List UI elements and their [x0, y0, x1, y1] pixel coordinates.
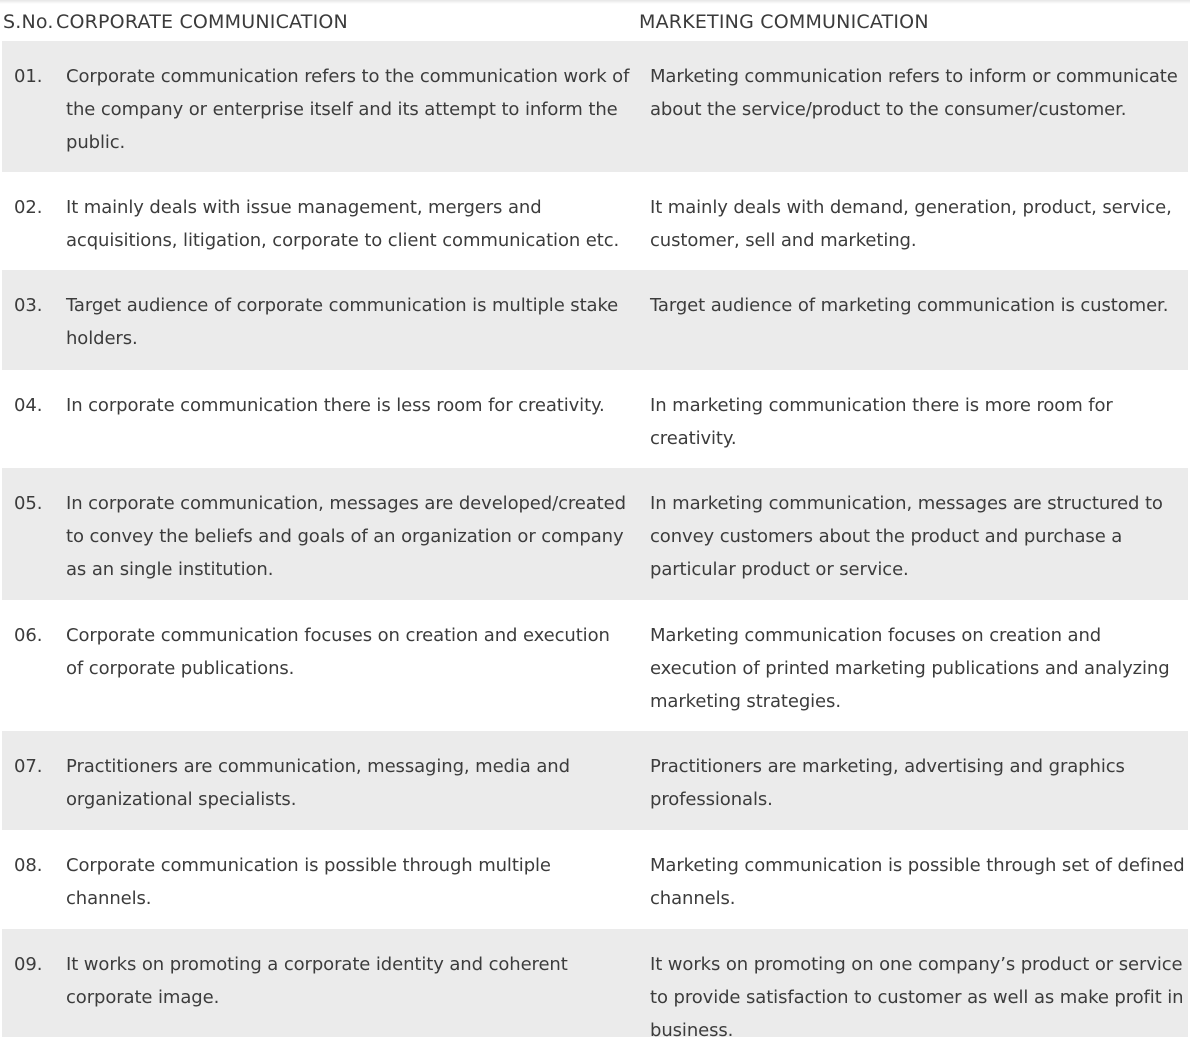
- table-row: [2, 270, 1188, 370]
- header-sno: S.No.: [3, 11, 54, 33]
- marketing-cell: Marketing communication focuses on creation and execution of printed marketing publications and analyzing marketing strategies.: [650, 625, 1170, 712]
- marketing-cell: In marketing communication there is more room for creativity.: [650, 395, 1113, 449]
- row-number: 08.: [14, 855, 43, 876]
- row-number: 07.: [14, 756, 43, 777]
- table-row: [2, 468, 1188, 600]
- row-number: 04.: [14, 395, 43, 416]
- corporate-cell: It mainly deals with issue management, mergers and acquisitions, litigation, corporate to client communication etc.: [66, 197, 620, 251]
- corporate-cell: It works on promoting a corporate identity and coherent corporate image.: [66, 954, 568, 1008]
- table-header: [0, 0, 1190, 41]
- corporate-cell: Target audience of corporate communication is multiple stake holders.: [66, 295, 619, 349]
- row-number: 01.: [14, 66, 43, 87]
- row-number: 09.: [14, 954, 43, 975]
- marketing-cell: It works on promoting on one company’s product or service to provide satisfaction to customer as well as make profit in business.: [650, 954, 1184, 1041]
- marketing-cell: Marketing communication is possible through set of defined channels.: [650, 855, 1185, 909]
- corporate-cell: In corporate communication there is less room for creativity.: [66, 395, 605, 416]
- corporate-cell: Corporate communication is possible through multiple channels.: [66, 855, 551, 909]
- marketing-cell: Marketing communication refers to inform or communicate about the service/product to the consumer/customer.: [650, 66, 1178, 120]
- comparison-table: [2, 41, 1188, 1041]
- corporate-cell: Practitioners are communication, messaging, media and organizational specialists.: [66, 756, 570, 810]
- table-row: [2, 41, 1188, 172]
- corporate-cell: Corporate communication refers to the communication work of the company or enterprise itself and its attempt to inform the public.: [66, 66, 630, 153]
- corporate-cell: Corporate communication focuses on creation and execution of corporate publications.: [66, 625, 610, 679]
- table-row: [2, 830, 1188, 929]
- row-number: 05.: [14, 493, 43, 514]
- table-row: [2, 370, 1188, 468]
- marketing-cell: In marketing communication, messages are structured to convey customers about the product and purchase a particular product or service.: [650, 493, 1163, 580]
- corporate-cell: In corporate communication, messages are developed/created to convey the beliefs and goals of an organization or company as an single institution.: [66, 493, 626, 580]
- row-number: 02.: [14, 197, 43, 218]
- table-row: [2, 600, 1188, 731]
- row-number: 06.: [14, 625, 43, 646]
- marketing-cell: Practitioners are marketing, advertising and graphics professionals.: [650, 756, 1125, 810]
- header-corporate: CORPORATE COMMUNICATION: [56, 11, 348, 33]
- marketing-cell: Target audience of marketing communication is customer.: [650, 295, 1169, 316]
- table-row: [2, 929, 1188, 1041]
- table-row: [2, 731, 1188, 830]
- marketing-cell: It mainly deals with demand, generation, product, service, customer, sell and marketing.: [650, 197, 1172, 251]
- table-row: [2, 172, 1188, 270]
- header-marketing: MARKETING COMMUNICATION: [639, 11, 929, 33]
- row-number: 03.: [14, 295, 43, 316]
